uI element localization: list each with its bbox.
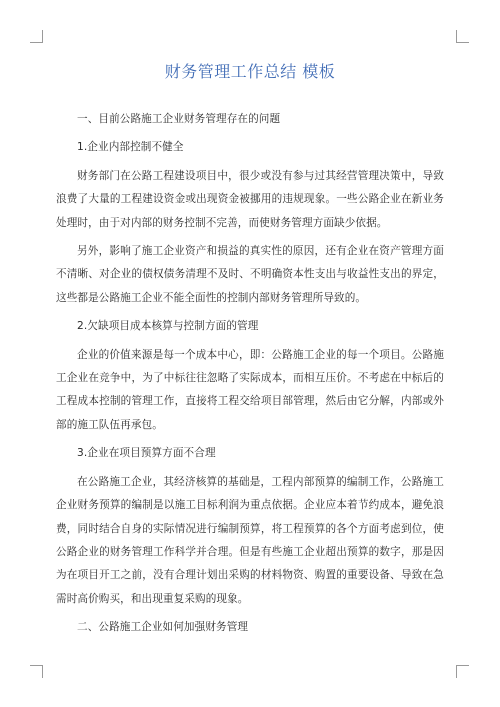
page-corner-mark-top-left [30,30,43,43]
page-corner-mark-bottom-right [456,665,469,678]
page-corner-mark-top-right [456,30,469,43]
section-heading-problems: 一、目前公路施工企业财务管理存在的问题 [77,113,281,125]
paragraph-asset-management: 另外，影响了施工企业资产和损益的真实性的原因，还有企业在资产管理方面不清晰、对企业的债权债务清理不及时、不明确资本性支出与收益性支出的界定，这些都是公路施工企业不能全面性的控制内部财务管理所导致的。 [56,245,444,304]
subheading-budget: 3.企业在项目预算方面不合理 [77,447,216,460]
document-title: 财务管理工作总结 模板 [164,62,336,81]
subheading-internal-control: 1.企业内部控制不健全 [77,141,184,154]
section-heading-strengthen: 二、公路施工企业如何加强财务管理 [77,621,249,634]
paragraph-internal-control: 财务部门在公路工程建设项目中，很少或没有参与过其经营管理决策中，导致浪费了大量的工程建设资金或出现资金被挪用的违规现象。一些公路企业在新业务处理时，由于对内部的财务控制不完善，而使财务管理方面缺少依据。 [56,169,444,229]
paragraph-cost-accounting: 企业的价值来源是每一个成本中心，即：公路施工企业的每一个项目。公路施工企业在竞争中，为了中标往往忽略了实际成本，而相互压价。不考虑在中标后的工程成本控制的管理工作，直接将工程交给项目部管理，然后由它分解，内部或外部的施工队伍再承包。 [56,348,444,431]
document-body [56,60,444,640]
paragraph-budget: 在公路施工企业，其经济核算的基础是，工程内部预算的编制工作，公路施工企业财务预算的编制是以施工目标利润为重点依据。企业应本着节约成本，避免浪费，同时结合自身的实际情况进行编制预算，将工程预算的各个方面考虑到位，使公路企业的财务管理工作科学并合理。但是有些施工企业超出预算的数字，那是因为在项目开工之前，没有合理计划出采购的材料物资、购置的重要设备、导致在急需时高价购买，和出现重复采购的现象。 [56,475,444,605]
page-corner-mark-bottom-left [30,665,43,678]
subheading-cost-accounting: 2.欠缺项目成本核算与控制方面的管理 [77,320,259,333]
